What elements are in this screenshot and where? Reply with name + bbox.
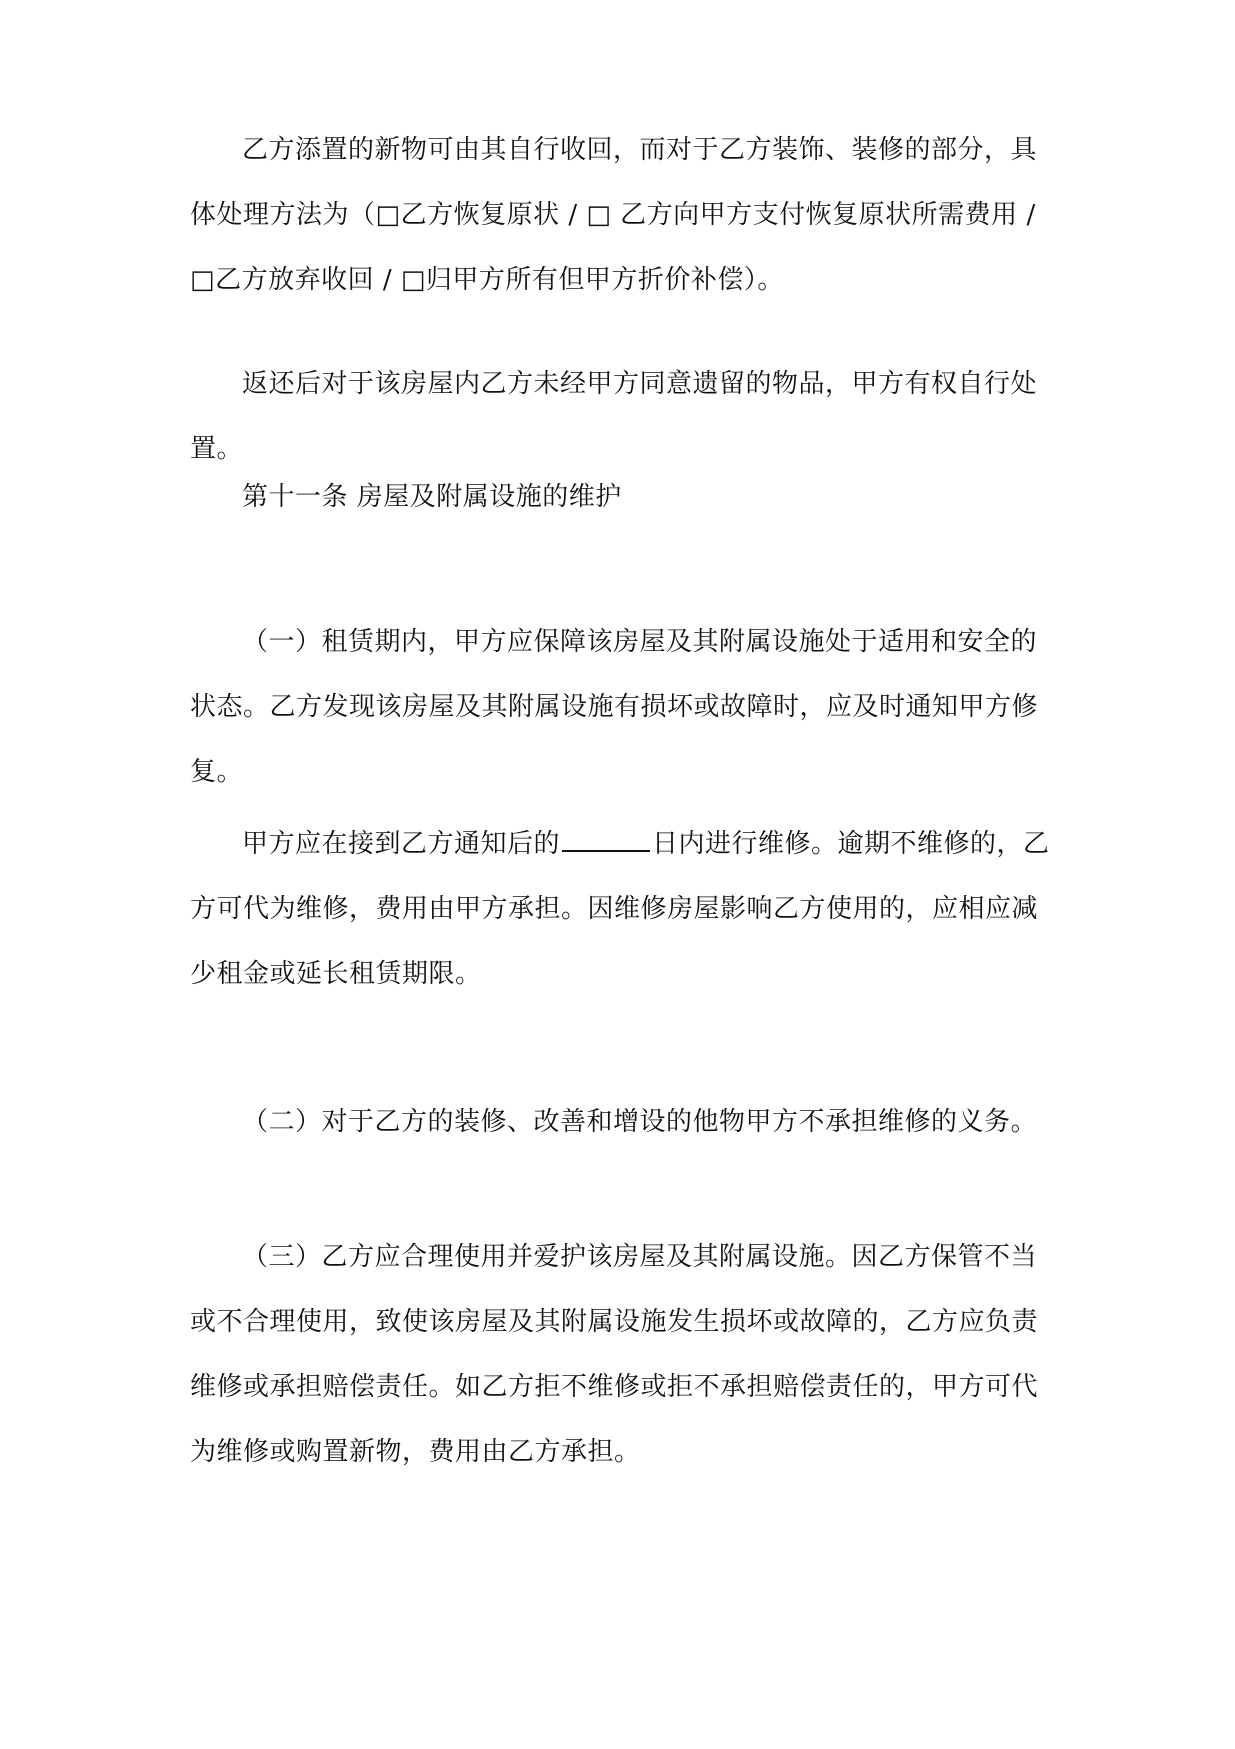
repair-text-after: 日内进行维修。逾期不维修的，乙方可代为维修，费用由甲方承担。因维修房屋影响乙方使用的，应相应减少租金或延长租赁期限。 [190,829,1050,989]
paragraph-item-disposal: 乙方添置的新物可由其自行收回，而对于乙方装饰、装修的部分，具体处理方法为（□乙方恢复原状 / □ 乙方向甲方支付恢复原状所需费用 / □乙方放弃收回 / □归甲方所有但甲方折价补偿）。 [190,135,1038,295]
paragraph-repair-deadline [190,812,1050,1007]
paragraph-clause-1: （一）租赁期内，甲方应保障该房屋及其附属设施处于适用和安全的状态。乙方发现该房屋及其附属设施有损坏或故障时，应及时通知甲方修复。 [190,627,1039,787]
repair-text-before: 甲方应在接到乙方通知后的 [242,829,561,859]
days-blank-field [562,828,650,852]
paragraph-clause-2: （二）对于乙方的装修、改善和增设的他物甲方不承担维修的义务。 [242,1107,1038,1137]
section-heading-article-11: 第十一条 房屋及附属设施的维护 [242,482,622,512]
paragraph-clause-3: （三）乙方应合理使用并爱护该房屋及其附属设施。因乙方保管不当或不合理使用，致使该房屋及其附属设施发生损坏或故障的，乙方应负责维修或承担赔偿责任。如乙方拒不维修或拒不承担赔偿责任的，甲方可代为维修或购置新物，费用由乙方承担。 [190,1242,1039,1467]
paragraph-left-items: 返还后对于该房屋内乙方未经甲方同意遗留的物品，甲方有权自行处置。 [190,369,1038,464]
